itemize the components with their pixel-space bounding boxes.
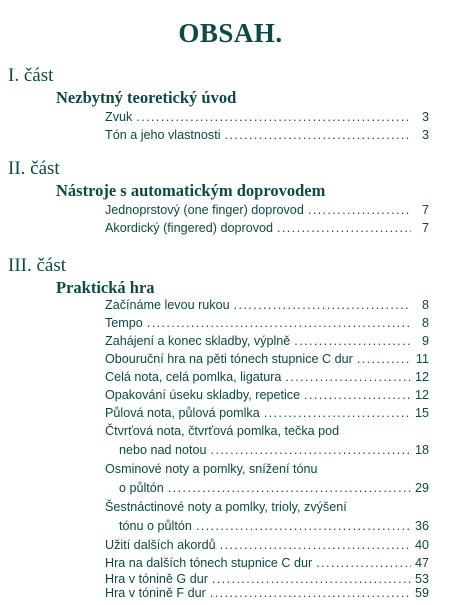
part-3-label: III. část (8, 255, 67, 276)
toc-entry: Zvuk ..... 3 (105, 110, 429, 129)
toc-entry: Půlová nota, půlová pomlka ..... 15 (105, 406, 429, 425)
toc-entry: Šestnáctinové noty a pomlky, trioly, zvýšení tónu o půltón ..... 36 (105, 500, 429, 538)
toc-entry: Akordický (fingered) doprovod ..... 7 (105, 221, 429, 240)
part-2-heading: Nástroje s automatickým doprovodem (56, 181, 326, 200)
toc-entry: Osminové noty a pomlky, snížení tónu o půltón ..... 29 (105, 462, 429, 500)
part-1-heading: Nezbytný teoretický úvod (56, 88, 237, 107)
toc-entry: Užití dalších akordů ..... 40 (105, 538, 429, 557)
toc-entry: Opakování úseku skladby, repetice ..... 12 (105, 388, 429, 407)
toc-entry: Hra v tónině G dur ..... 53 (105, 572, 429, 591)
toc-entry: Celá nota, celá pomlka, ligatura ..... 12 (105, 370, 429, 389)
part-3-heading: Praktická hra (56, 278, 155, 297)
toc-entry: Obouruční hra na pěti tónech stupnice C dur ..... 11 (105, 352, 429, 371)
toc-entry: Začínáme levou rukou ..... 8 (105, 298, 429, 317)
page-title: OBSAH. (178, 18, 283, 48)
toc-entry: Tempo ..... 8 (105, 316, 429, 335)
toc-entry: Jednoprstový (one finger) doprovod ..... 7 (105, 203, 429, 222)
toc-entry: Tón a jeho vlastnosti ..... 3 (105, 128, 429, 147)
toc-entry: Hra v tónině F dur ..... 59 (105, 586, 429, 605)
part-2-label: II. část (8, 158, 60, 179)
toc-entry: Zahájení a konec skladby, výplně ..... 9 (105, 334, 429, 353)
toc-entry: Hra na dalších tónech stupnice C dur ..... 47 (105, 556, 429, 575)
toc-entry: Čtvrťová nota, čtvrťová pomlka, tečka pod nebo nad notou ..... 18 (105, 424, 429, 462)
part-1-label: I. část (8, 65, 54, 86)
